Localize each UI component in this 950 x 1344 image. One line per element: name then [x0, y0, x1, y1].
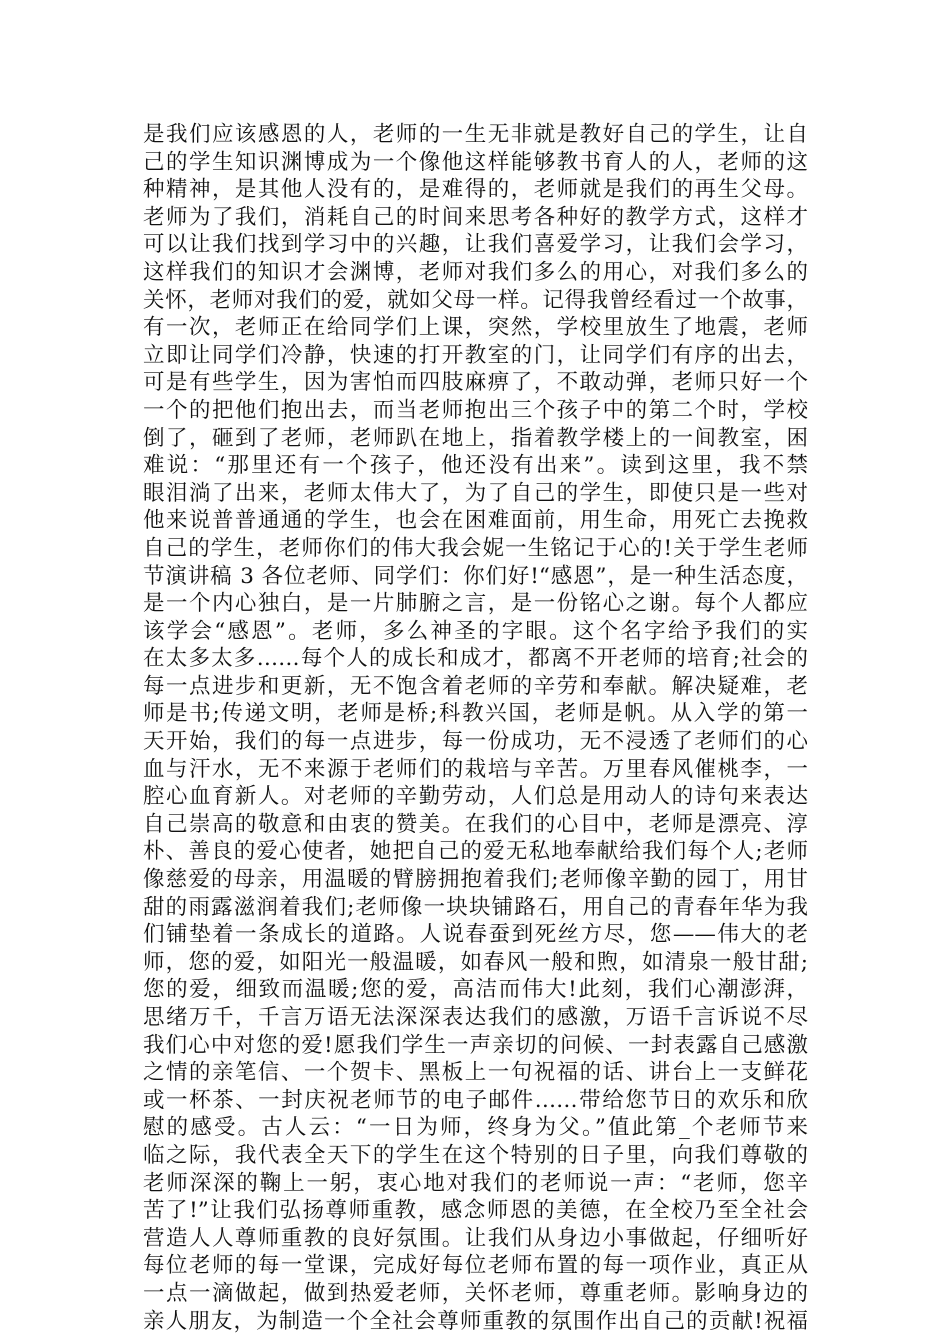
text-line-36: 或一杯茶、一封庆祝老师节的电子邮件……带给您节日的欢乐和欣 — [143, 1087, 808, 1113]
text-line-4: 老师为了我们，消耗自己的时间来思考各种好的教学方式，这样才 — [143, 204, 808, 230]
text-line-6: 这样我们的知识才会渊博，老师对我们多么的用心，对我们多么的 — [143, 259, 808, 285]
text-line-15: 他来说普普通通的学生，也会在困难面前，用生命，用死亡去挽救 — [143, 508, 808, 534]
text-line-16: 自己的学生，老师你们的伟大我会妮一生铭记于心的!关于学生老师 — [143, 535, 808, 561]
text-line-39: 老师深深的鞠上一躬，衷心地对我们的老师说一声：“老师，您辛 — [143, 1170, 808, 1196]
body-text — [143, 121, 808, 1335]
text-line-28: 像慈爱的母亲，用温暖的臂膀拥抱着我们;老师像辛勤的园丁，用甘 — [143, 867, 808, 893]
text-line-10: 可是有些学生，因为害怕而四肢麻痹了，不敢动弹，老师只好一个 — [143, 370, 808, 396]
text-line-34: 我们心中对您的爱!愿我们学生一声亲切的问候、一封表露自己感激 — [143, 1032, 808, 1058]
text-line-37: 慰的感受。古人云：“一日为师，终身为父。”值此第_个老师节来 — [143, 1115, 808, 1141]
text-line-27: 朴、善良的爱心使者，她把自己的爱无私地奉献给我们每个人;老师 — [143, 839, 808, 865]
text-line-26: 自己崇高的敬意和由衷的赞美。在我们的心目中，老师是漂亮、淳 — [143, 811, 808, 837]
text-line-5: 可以让我们找到学习中的兴趣，让我们喜爱学习，让我们会学习， — [143, 232, 808, 258]
text-line-31: 师，您的爱，如阳光一般温暖，如春风一般和煦，如清泉一般甘甜; — [143, 949, 808, 975]
text-line-8: 有一次，老师正在给同学们上课，突然，学校里放生了地震，老师 — [143, 315, 808, 341]
text-line-25: 腔心血育新人。对老师的辛勤劳动，人们总是用动人的诗句来表达 — [143, 784, 808, 810]
text-line-19: 该学会“感恩”。老师，多么神圣的字眼。这个名字给予我们的实 — [143, 618, 808, 644]
text-line-17: 节演讲稿 3 各位老师、同学们：你们好!“感恩”，是一种生活态度， — [143, 563, 808, 589]
text-line-12: 倒了，砸到了老师，老师趴在地上，指着教学楼上的一间教室，困 — [143, 425, 808, 451]
text-line-14: 眼泪淌了出来，老师太伟大了，为了自己的学生，即使只是一些对 — [143, 480, 808, 506]
text-line-20: 在太多太多……每个人的成长和成才，都离不开老师的培育;社会的 — [143, 646, 808, 672]
text-line-42: 每位老师的每一堂课，完成好每位老师布置的每一项作业，真正从 — [143, 1253, 808, 1279]
text-line-13: 难说：“那里还有一个孩子，他还没有出来”。读到这里，我不禁 — [143, 453, 808, 479]
text-line-43: 一点一滴做起，做到热爱老师，关怀老师，尊重老师。影响身边的 — [143, 1280, 808, 1306]
text-line-11: 一个的把他们抱出去，而当老师抱出三个孩子中的第二个时，学校 — [143, 397, 808, 423]
text-line-41: 营造人人尊师重教的良好氛围。让我们从身边小事做起，仔细听好 — [143, 1225, 808, 1251]
text-line-2: 己的学生知识渊博成为一个像他这样能够教书育人的人，老师的这 — [143, 149, 808, 175]
text-line-1: 是我们应该感恩的人，老师的一生无非就是教好自己的学生，让自 — [143, 122, 808, 147]
text-line-21: 每一点进步和更新，无不饱含着老师的辛劳和奉献。解决疑难，老 — [143, 673, 808, 699]
text-line-33: 思绪万千，千言万语无法深深表达我们的感激，万语千言诉说不尽 — [143, 1005, 808, 1030]
text-line-35: 之情的亲笔信、一个贺卡、黑板上一句祝福的话、讲台上一支鲜花 — [143, 1060, 808, 1086]
text-line-29: 甜的雨露滋润着我们;老师像一块块铺路石，用自己的青春年华为我 — [143, 894, 808, 920]
text-line-3: 种精神，是其他人没有的，是难得的，老师就是我们的再生父母。 — [143, 177, 808, 203]
text-line-22: 师是书;传递文明，老师是桥;科教兴国，老师是帆。从入学的第一 — [143, 701, 808, 727]
text-line-24: 血与汗水，无不来源于老师们的栽培与辛苦。万里春风催桃李，一 — [143, 756, 808, 782]
text-line-32: 您的爱，细致而温暖;您的爱，高洁而伟大!此刻，我们心潮澎湃， — [143, 977, 808, 1003]
text-line-38: 临之际，我代表全天下的学生在这个特别的日子里，向我们尊敬的 — [143, 1142, 808, 1168]
text-line-7: 关怀，老师对我们的爱，就如父母一样。记得我曾经看过一个故事， — [143, 287, 808, 313]
text-line-30: 们铺垫着一条成长的道路。人说春蚕到死丝方尽，您——伟大的老 — [143, 922, 808, 948]
text-line-18: 是一个内心独白，是一片肺腑之言，是一份铭心之谢。每个人都应 — [143, 591, 808, 617]
text-line-23: 天开始，我们的每一点进步，每一份成功，无不浸透了老师们的心 — [143, 729, 808, 755]
text-line-44: 亲人朋友，为制造一个全社会尊师重教的氛围作出自己的贡献!祝福 — [143, 1308, 808, 1334]
text-line-40: 苦了!”让我们弘扬尊师重教，感念师恩的美德，在全校乃至全社会 — [143, 1198, 808, 1224]
text-line-9: 立即让同学们冷静，快速的打开教室的门，让同学们有序的出去， — [143, 342, 808, 368]
